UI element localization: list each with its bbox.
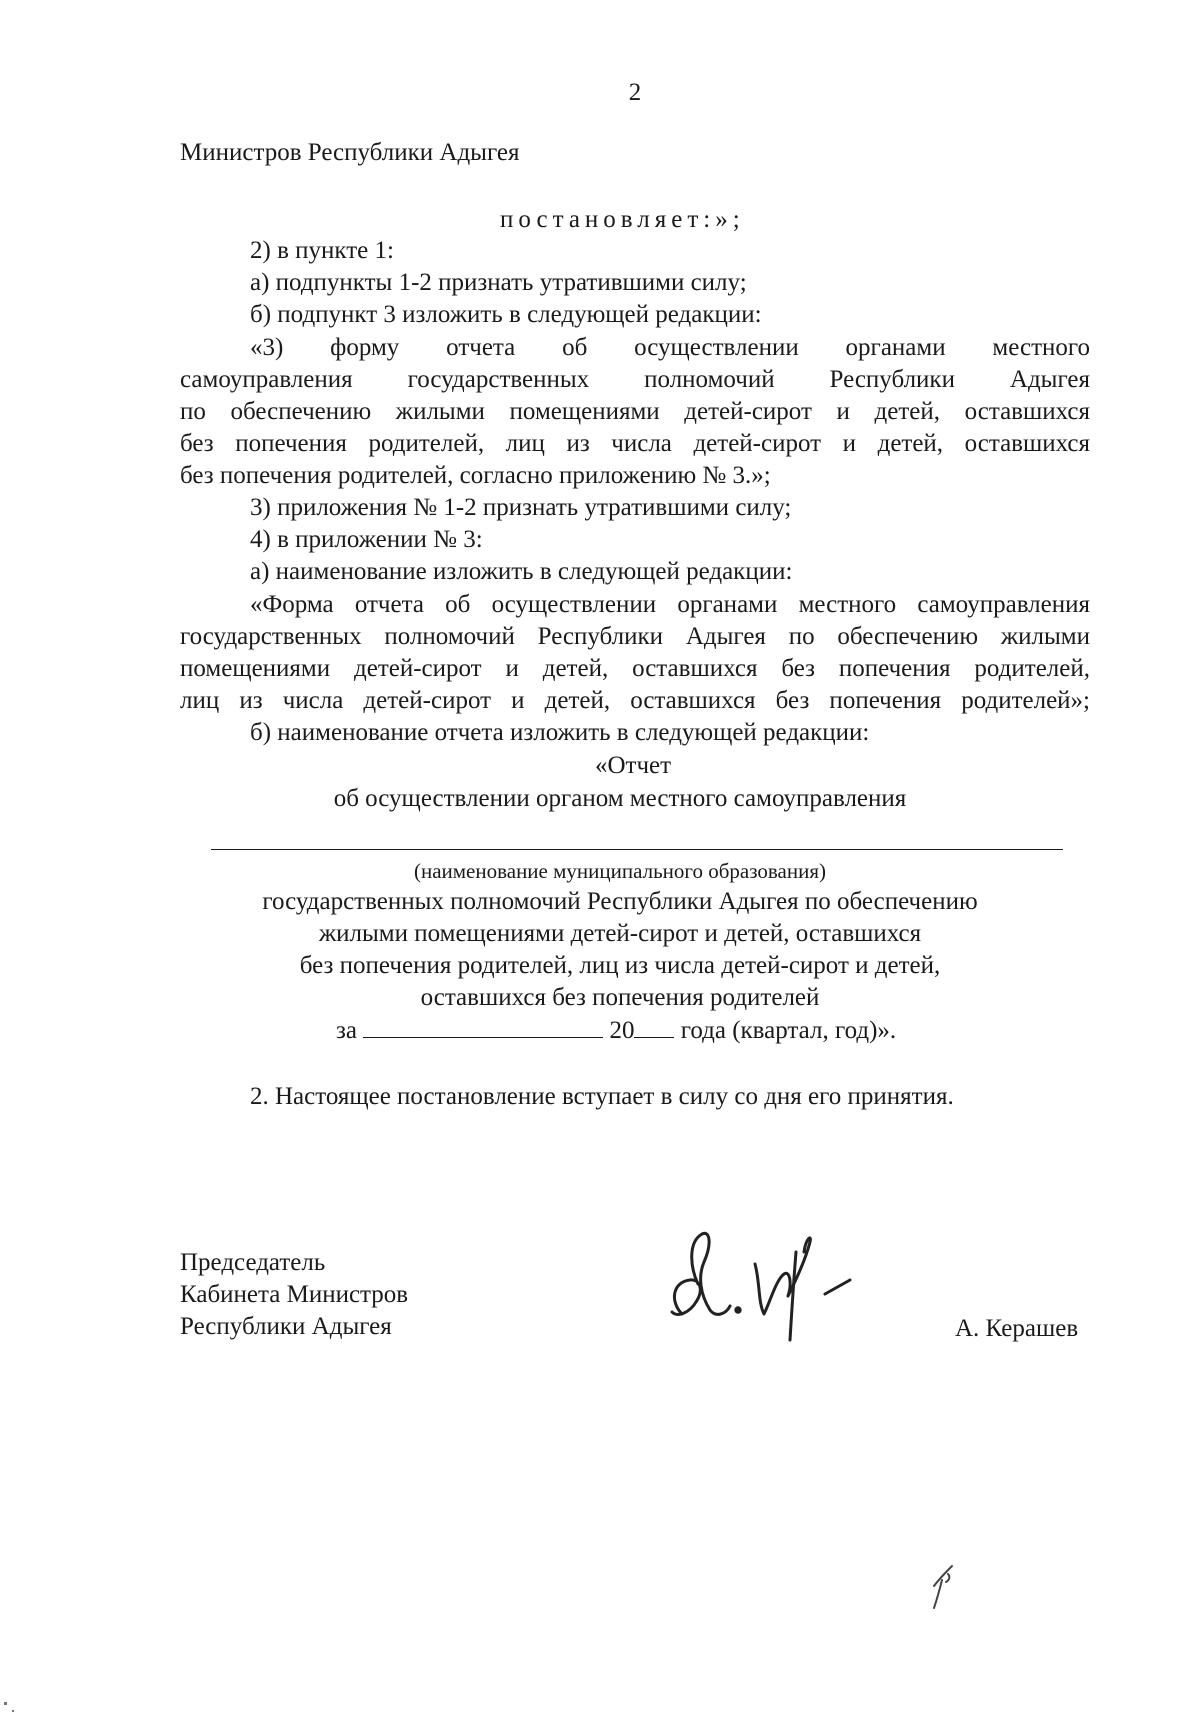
signatory-title-line2: Кабинета Министров	[180, 1281, 409, 1308]
text-line: государственных полномочий Республики Адыгея по обеспечению	[262, 888, 978, 915]
text-line: без попечения родителей, согласно приложению № 3.»;	[180, 462, 771, 489]
text-line: Министров Республики Адыгея	[180, 139, 520, 166]
text-line: б) наименование отчета изложить в следующей редакции:	[250, 719, 870, 746]
text-line: 3) приложения № 1-2 признать утратившими силу;	[250, 494, 792, 521]
text-line: жилыми помещениями детей-сирот и детей, оставшихся	[318, 920, 922, 947]
text-line: а) подпункты 1-2 признать утратившими силу;	[250, 269, 747, 296]
text-line: государственных полномочий Республики Адыгея по обеспечению жилыми	[180, 623, 1090, 650]
municipality-blank-line	[211, 849, 1063, 850]
municipality-caption: (наименование муниципального образования)	[413, 859, 827, 883]
text-line: б) подпункт 3 изложить в следующей редакции:	[250, 301, 762, 328]
year-blank	[634, 1015, 674, 1038]
text-line: а) наименование изложить в следующей редакции:	[250, 558, 793, 585]
signatory-title-line3: Республики Адыгея	[180, 1313, 392, 1340]
text-line: без попечения родителей, лиц из числа детей-сирот и детей, оставшихся	[180, 430, 1090, 457]
scan-speck	[12, 1710, 14, 1712]
report-period-line	[336, 1015, 896, 1046]
resolution-word: постановляет:»;	[500, 206, 745, 233]
text-line: «Форма отчета об осуществлении органами местного самоуправления	[250, 591, 1090, 618]
handwritten-mark-icon	[928, 1564, 958, 1612]
signatory-title-line1: Председатель	[180, 1249, 326, 1276]
period-prefix: за	[336, 1017, 357, 1044]
text-line: 4) в приложении № 3:	[250, 526, 483, 553]
text-line: помещениями детей-сирот и детей, оставшихся без попечения родителей,	[180, 655, 1090, 682]
text-line: 2. Настоящее постановление вступает в силу со дня его принятия.	[250, 1083, 954, 1110]
report-title: «Отчет	[595, 752, 672, 779]
text-line: оставшихся без попечения родителей	[420, 984, 820, 1011]
text-line: лиц из числа детей-сирот и детей, оставшихся без попечения родителей»;	[180, 687, 1090, 714]
page-number: 2	[628, 79, 642, 106]
period-blank	[363, 1015, 603, 1038]
text-line: самоуправления государственных полномочий Республики Адыгея	[180, 366, 1090, 393]
period-suffix: года (квартал, год)».	[680, 1017, 897, 1044]
text-line: об осуществлении органом местного самоуправления	[333, 785, 907, 812]
period-year: 20	[609, 1017, 635, 1044]
signatory-name: А. Керашев	[955, 1315, 1079, 1342]
scan-speck	[4, 1702, 7, 1705]
text-line: по обеспечению жилыми помещениями детей-сирот и детей, оставшихся	[180, 398, 1090, 425]
text-line: 2) в пункте 1:	[250, 237, 394, 264]
text-line: «3) форму отчета об осуществлении органами местного	[250, 334, 1090, 361]
handwritten-signature	[660, 1222, 860, 1342]
text-line: без попечения родителей, лиц из числа детей-сирот и детей,	[299, 952, 941, 979]
